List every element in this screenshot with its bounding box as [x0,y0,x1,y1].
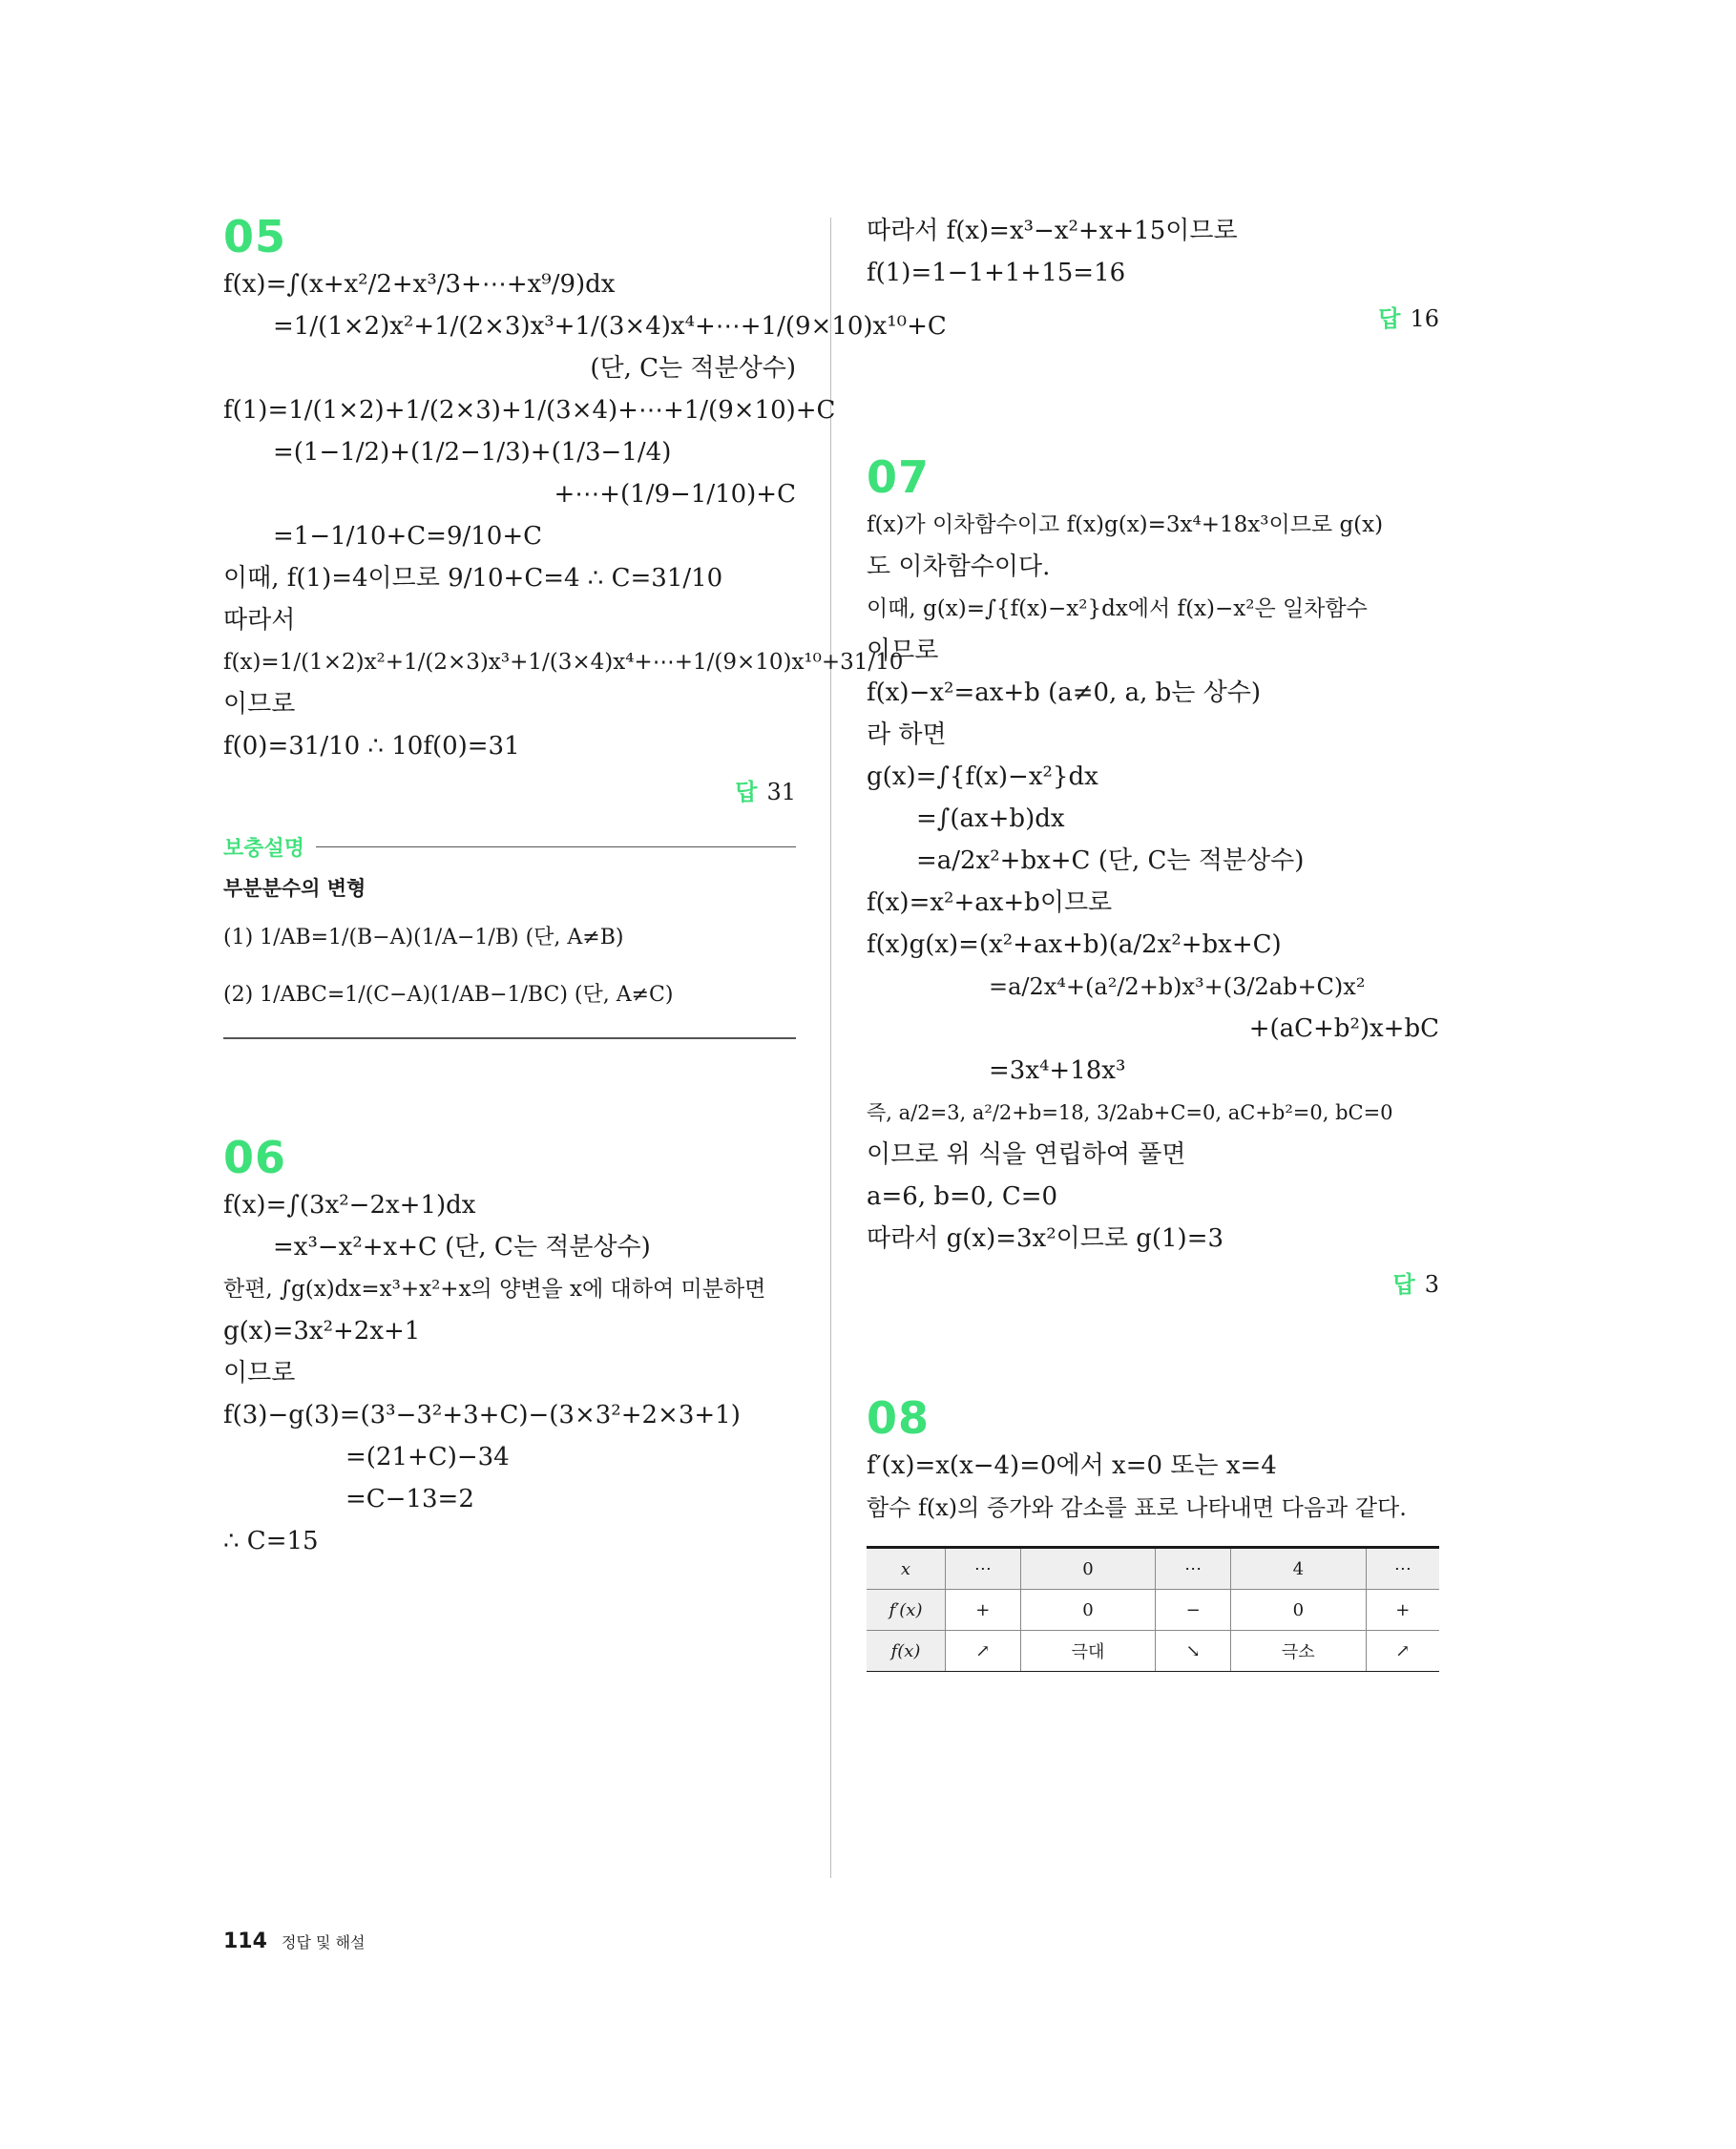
supplementary-box [223,832,796,1039]
p07-line-9: =a/2x²+bx+C (단, C는 적분상수) [916,846,1305,875]
p07-line-8: =∫(ax+b)dx [916,804,1065,833]
p07-line-14: =3x⁴+18x³ [989,1056,1126,1085]
p07-line-6: 라 하면 [867,720,947,749]
p06-line-2: =x³−x²+x+C (단, C는 적분상수) [273,1232,651,1262]
p07-line-17: a=6, b=0, C=0 [867,1182,1058,1211]
table-cell: ⋯ [946,1548,1021,1590]
table-cell: + [946,1590,1021,1631]
p05-line-9: 따라서 [223,606,296,635]
sign-table-function-row [867,1631,1439,1672]
table-cell: 0 [1231,1590,1367,1631]
page-number: 114 [223,1930,267,1953]
problem-05-number: 05 [223,211,287,262]
p07-line-7: g(x)=∫{f(x)−x²}dx [867,762,1098,791]
table-cell: ⋯ [1156,1548,1231,1590]
p07-line-18: 따라서 g(x)=3x²이므로 g(1)=3 [867,1224,1224,1253]
right-column [867,210,1439,1672]
problem-08-number: 08 [867,1392,931,1444]
answer-value: 3 [1424,1271,1439,1298]
answer-value: 16 [1410,305,1439,332]
sign-table [867,1546,1439,1672]
p05-line-6: +⋯+(1/9−1/10)+C [554,480,796,509]
supplementary-subtitle: 부분분수의 변형 [223,877,366,900]
p06-answer [867,300,1439,338]
p05-line-5: =(1−1/2)+(1/2−1/3)+(1/3−1/4) [273,438,672,467]
supplementary-item-2: (2) 1/ABC=1/(C−A)(1/AB−1/BC) (단, A≠C) [223,983,674,1007]
p07-line-13: +(aC+b²)x+bC [1248,1014,1439,1043]
p06-line-1: f(x)=∫(3x²−2x+1)dx [223,1190,476,1220]
p06-line-4: g(x)=3x²+2x+1 [223,1316,421,1346]
sign-table-derivative-row [867,1590,1439,1631]
supplementary-title: 보충설명 [223,837,305,861]
table-cell: ↗ [946,1631,1021,1672]
p06-line-6: f(3)−g(3)=(3³−3²+3+C)−(3×3²+2×3+1) [223,1400,741,1429]
p06-line-5: 이므로 [223,1358,296,1387]
p05-line-10: f(x)=1/(1×2)x²+1/(2×3)x³+1/(3×4)x⁴+⋯+1/(9×10)x¹⁰+31/10 [223,650,904,675]
answer-label: 답 [1392,1271,1415,1298]
p05-line-8: 이때, f(1)=4이므로 9/10+C=4 ∴ C=31/10 [223,564,723,593]
table-cell: + [1366,1590,1439,1631]
column-divider [830,218,831,1878]
table-cell: 0 [1020,1590,1156,1631]
p07-line-11: f(x)g(x)=(x²+ax+b)(a/2x²+bx+C) [867,930,1282,959]
table-cell: − [1156,1590,1231,1631]
p07-line-15: 즉, a/2=3, a²/2+b=18, 3/2ab+C=0, aC+b²=0, bC=0 [867,1101,1393,1124]
p05-line-11: 이므로 [223,690,296,719]
page-footer [223,1930,365,1953]
answer-value: 31 [766,779,796,805]
table-cell: 0 [1020,1548,1156,1590]
table-cell: ⋯ [1366,1548,1439,1590]
p05-line-4: f(1)=1/(1×2)+1/(2×3)+1/(3×4)+⋯+1/(9×10)+C [223,396,836,425]
p07-line-16: 이므로 위 식을 연립하여 풀면 [867,1140,1186,1169]
supplementary-item-1: (1) 1/AB=1/(B−A)(1/A−1/B) (단, A≠B) [223,926,624,949]
p06-line-10: 따라서 f(x)=x³−x²+x+15이므로 [867,217,1238,245]
table-cell: 극대 [1020,1631,1156,1672]
table-cell: x [867,1548,946,1590]
p07-line-1: f(x)가 이차함수이고 f(x)g(x)=3x⁴+18x³이므로 g(x) [867,512,1384,537]
table-cell: 극소 [1231,1631,1367,1672]
p07-line-10: f(x)=x²+ax+b이므로 [867,888,1113,917]
table-cell: 4 [1231,1548,1367,1590]
p07-line-4: 이므로 [867,636,939,665]
p08-line-1: f′(x)=x(x−4)=0에서 x=0 또는 x=4 [867,1451,1277,1480]
p08-line-2: 함수 f(x)의 증가와 감소를 표로 나타내면 다음과 같다. [867,1494,1407,1521]
table-cell: ↘ [1156,1631,1231,1672]
answer-label: 답 [1378,305,1401,332]
problem-07-number: 07 [867,451,931,503]
p07-line-3: 이때, g(x)=∫{f(x)−x²}dx에서 f(x)−x²은 일차함수 [867,596,1368,621]
supplementary-header [223,832,796,862]
p05-line-12: f(0)=31/10 ∴ 10f(0)=31 [223,732,520,761]
p05-line-3: (단, C는 적분상수) [590,354,796,383]
table-cell: f′(x) [867,1590,946,1631]
problem-06-number: 06 [223,1131,287,1183]
p07-line-12: =a/2x⁴+(a²/2+b)x³+(3/2ab+C)x² [989,973,1366,1000]
sign-table-header-row [867,1548,1439,1590]
p07-line-2: 도 이차함수이다. [867,553,1051,581]
p07-answer [867,1265,1439,1304]
p06-line-3: 한편, ∫g(x)dx=x³+x²+x의 양변을 x에 대하여 미분하면 [223,1276,766,1302]
p05-line-2: =1/(1×2)x²+1/(2×3)x³+1/(3×4)x⁴+⋯+1/(9×10)x¹⁰+C [273,312,947,341]
answer-label: 답 [735,779,758,805]
p07-line-5: f(x)−x²=ax+b (a≠0, a, b는 상수) [867,678,1262,707]
table-cell: ↗ [1366,1631,1439,1672]
p05-answer [223,773,796,811]
table-cell: f(x) [867,1631,946,1672]
p06-line-11: f(1)=1−1+1+15=16 [867,259,1126,287]
supplementary-rule [316,846,796,848]
p06-line-8: =C−13=2 [345,1484,474,1513]
p05-line-1: f(x)=∫(x+x²/2+x³/3+⋯+x⁹/9)dx [223,270,616,299]
p05-line-7: =1−1/10+C=9/10+C [273,522,543,551]
p06-line-9: ∴ C=15 [223,1526,319,1555]
p06-line-7: =(21+C)−34 [345,1442,510,1471]
page-label: 정답 및 해설 [282,1933,366,1951]
